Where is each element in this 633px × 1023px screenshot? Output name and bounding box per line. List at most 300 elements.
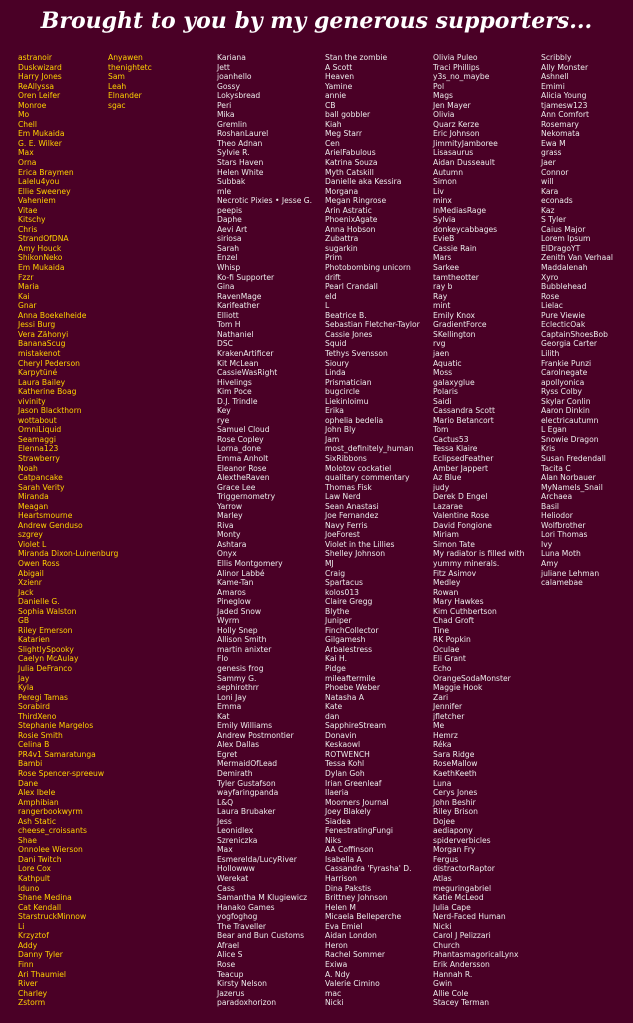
supporter-name: Yarrow xyxy=(217,501,243,511)
supporter-name: Beatrice B. xyxy=(325,310,367,320)
supporter-name: cheese_croissants xyxy=(18,826,87,836)
supporter-name: OrangeSodaMonster xyxy=(433,673,511,683)
supporter-name: calamebae xyxy=(541,578,583,588)
supporter-name: Danielle G. xyxy=(18,597,60,607)
supporter-name: sephirothrr xyxy=(217,683,259,693)
supporter-name: astranoir xyxy=(18,53,53,62)
supporter-name: Brittney Johnson xyxy=(325,893,388,903)
supporter-name: Eric Johnson xyxy=(433,129,480,139)
supporter-name: Sarah Verity xyxy=(18,482,65,492)
supporter-name: Elnander xyxy=(108,91,142,101)
supporter-name: Micaela Belleperche xyxy=(325,912,402,922)
supporter-name: econads xyxy=(541,196,573,206)
supporter-name: Wolfbrother xyxy=(541,520,586,530)
supporter-name: StarstruckMinnow xyxy=(18,912,87,922)
supporter-name: drift xyxy=(325,272,341,282)
supporter-name: Jazerus xyxy=(217,988,245,998)
supporter-name: ElDragoYT xyxy=(541,243,581,253)
supporter-name: Demirath xyxy=(217,769,253,779)
supporter-name: EclipsedFeather xyxy=(433,453,494,463)
supporter-name: RoshanLaurel xyxy=(217,129,269,139)
supporter-name: Dojee xyxy=(433,816,455,826)
supporter-name: Arin Astratic xyxy=(325,205,372,215)
supporter-name: Echo xyxy=(433,664,452,673)
supporter-name: Kai xyxy=(18,291,30,301)
supporter-name: Atlas xyxy=(433,874,452,884)
supporter-name: jfletcher xyxy=(433,711,465,721)
supporter-name: L Egan xyxy=(541,425,567,435)
supporter-name: Katherine Boag xyxy=(18,387,77,397)
supporter-name: Maria xyxy=(18,282,40,292)
supporter-name: Vera Zähonyi xyxy=(18,329,69,339)
supporter-name: Kyla xyxy=(18,683,34,693)
supporter-name: sgac xyxy=(108,100,126,110)
supporter-name: Heron xyxy=(325,940,348,950)
supporter-name: Simon Tate xyxy=(433,539,475,549)
supporter-name: Dane xyxy=(18,778,38,788)
supporter-name: Rachel Sommer xyxy=(325,950,386,960)
supporter-name: Az Blue xyxy=(433,473,462,483)
supporter-name: Flo xyxy=(217,654,229,664)
supporter-name: JimmityJamboree xyxy=(433,138,498,148)
supporter-name: Rosemary xyxy=(541,119,579,129)
supporter-name: GradientForce xyxy=(433,320,487,330)
supporter-name: L&Q xyxy=(217,797,234,807)
supporter-name: Xyro xyxy=(541,272,559,282)
supporter-name: Craig xyxy=(325,568,346,578)
supporter-name: KrakenArtificer xyxy=(217,348,274,358)
supporter-name: Meagan xyxy=(18,501,49,511)
supporter-name: JoeForest xyxy=(325,530,360,540)
supporter-name: Jaded Snow xyxy=(217,606,262,616)
supporter-name: Aevi Art xyxy=(217,224,248,234)
supporter-name: PR4v1 Samaratunga xyxy=(18,749,96,759)
supporter-name: Kame-Tan xyxy=(217,578,254,588)
supporter-name: Sarkee xyxy=(433,263,460,273)
supporter-name: Molotov cockatiel xyxy=(325,463,392,473)
supporter-name: Nerd-Faced Human xyxy=(433,912,506,922)
supporter-name: Amber Jappert xyxy=(433,463,488,473)
supporter-name: Ryss Colby xyxy=(541,387,583,397)
supporter-name: Maggie Hook xyxy=(433,683,483,693)
supporter-name: Harry Jones xyxy=(18,72,62,82)
supporter-name: Vitae xyxy=(18,205,38,215)
supporter-name: Kate xyxy=(325,702,343,712)
supporter-column-2 xyxy=(108,53,152,110)
supporter-name: donkeycabbages xyxy=(433,224,498,234)
supporter-name: Heliodor xyxy=(541,511,573,521)
supporter-name: Theo Adnan xyxy=(217,138,263,148)
supporter-name: Aquatic xyxy=(433,358,462,368)
supporter-name: Iduno xyxy=(18,883,40,893)
supporter-name: Arbalestress xyxy=(325,644,373,654)
supporter-name: Ray xyxy=(433,291,448,301)
supporter-name: ophelia bedelia xyxy=(325,415,384,425)
supporter-name: Sylvie R. xyxy=(217,148,250,158)
supporter-column-3 xyxy=(217,53,312,1008)
supporter-name: Andrew Genduso xyxy=(18,520,83,530)
supporter-name: Morgana xyxy=(325,186,359,196)
supporter-name: Aidan Dusseault xyxy=(433,158,495,168)
supporter-name: Riley Emerson xyxy=(18,625,73,635)
supporter-name: Basil xyxy=(541,501,560,511)
supporter-name: Peri xyxy=(217,100,232,110)
supporter-name: juliane Lehman xyxy=(541,568,600,578)
supporter-name: siriosa xyxy=(217,234,242,244)
supporter-name: Alicia Young xyxy=(541,91,587,101)
supporter-name: AA Coffinson xyxy=(325,845,374,855)
supporter-name: distractorRaptor xyxy=(433,864,495,874)
supporter-name: Elenna123 xyxy=(18,444,59,454)
supporter-name: Pearl Crandall xyxy=(325,282,378,292)
supporter-name: Eli Grant xyxy=(433,654,466,664)
supporter-name: Pidge xyxy=(325,664,346,673)
supporter-name: Laura Bailey xyxy=(18,377,66,387)
supporter-name: Cassandra Scott xyxy=(433,406,495,416)
supporter-name: Enzel xyxy=(217,253,238,263)
supporter-name: StrandOfDNA xyxy=(18,234,69,244)
supporter-name: Whisp xyxy=(217,263,241,273)
supporter-column-5 xyxy=(433,53,524,1008)
supporter-name: vivinity xyxy=(18,396,46,406)
supporter-name: Scribbly xyxy=(541,53,572,62)
supporter-name: Kaz xyxy=(541,205,555,215)
supporter-name: Liv xyxy=(433,186,444,196)
supporter-name: Rose xyxy=(217,959,236,969)
supporter-name: Moomers Journal xyxy=(325,797,389,807)
supporter-name: Violet L xyxy=(18,539,47,549)
supporter-name: Gwin xyxy=(433,979,453,989)
supporter-name: Ally Monster xyxy=(541,62,589,72)
supporter-name: Riva xyxy=(217,520,234,530)
supporter-name: Onyx xyxy=(217,549,237,559)
supporter-name: Hivelings xyxy=(217,377,252,387)
supporter-name: Kim Poce xyxy=(217,387,252,397)
supporter-name: My radiator is filled with xyxy=(433,549,525,559)
supporter-name: y3s_no_maybe xyxy=(433,72,490,82)
supporter-name: Stars Haven xyxy=(217,158,264,168)
supporter-name: Karifeather xyxy=(217,301,260,311)
supporter-name: Shelley Johnson xyxy=(325,549,386,559)
supporter-name: Ellis Montgomery xyxy=(217,558,283,568)
supporter-name: Anna Hobson xyxy=(325,224,376,234)
supporter-name: Tyler Gustafson xyxy=(217,778,276,788)
supporter-name: Julia DeFranco xyxy=(18,664,73,673)
supporter-name: Bear and Bun Customs xyxy=(217,931,305,941)
supporter-name: Hanako Games xyxy=(217,902,275,912)
supporter-name: Lisasaurus xyxy=(433,148,474,158)
supporter-name: Olivia Puleo xyxy=(433,53,478,62)
supporter-name: Hollowww xyxy=(217,864,255,874)
supporter-name: Mary Hawkes xyxy=(433,597,484,607)
supporter-name: Katarien xyxy=(18,635,50,645)
supporter-name: Yamine xyxy=(325,81,353,91)
supporter-name: Gilgamesh xyxy=(325,635,366,645)
supporter-name: Oculae xyxy=(433,644,460,654)
supporter-name: Jason Blackthorn xyxy=(18,406,82,416)
supporter-name: kolos013 xyxy=(325,587,359,597)
supporter-name: Law Nerd xyxy=(325,492,361,502)
supporter-name: Kathpult xyxy=(18,874,51,884)
supporter-name: L xyxy=(325,301,330,311)
supporter-name: Thomas Fisk xyxy=(325,482,372,492)
supporter-name: wottabout xyxy=(18,415,57,425)
supporter-name: Quarz Kerze xyxy=(433,119,480,129)
supporter-name: Aidan London xyxy=(325,931,377,941)
supporter-name: most_definitely_human xyxy=(325,444,414,454)
supporter-name: Ann Comfort xyxy=(541,110,589,120)
supporter-name: Duskwizard xyxy=(18,62,62,72)
supporter-name: SapphireStream xyxy=(325,721,387,731)
supporter-name: Harrison xyxy=(325,874,357,884)
supporter-name: Alan Norbauer xyxy=(541,473,596,483)
supporter-name: Kariana xyxy=(217,53,246,62)
supporter-name: Violet in the Lillies xyxy=(325,539,395,549)
supporter-name: Samuel Cloud xyxy=(217,425,270,435)
supporter-name: Lorem Ipsum xyxy=(541,234,591,244)
supporter-name: Pineglow xyxy=(217,597,251,607)
supporter-name: Miriam xyxy=(433,530,459,540)
supporter-name: Church xyxy=(433,940,460,950)
supporter-name: Alinor Labbé xyxy=(217,568,265,578)
supporter-name: Carol J Pelizzari xyxy=(433,931,491,941)
supporter-name: InMediasRage xyxy=(433,205,487,215)
supporter-name: peepis xyxy=(217,205,243,215)
supporter-name: Kat xyxy=(217,711,230,721)
supporter-name: Onnolee Wierson xyxy=(18,845,83,855)
supporter-name: Chell xyxy=(18,119,38,129)
supporter-name: Zubattra xyxy=(325,234,359,244)
supporter-name: Connor xyxy=(541,167,569,177)
supporter-name: mac xyxy=(325,988,342,998)
supporter-name: Photobombing unicorn xyxy=(325,263,411,273)
supporter-name: Emimi xyxy=(541,81,565,91)
supporter-name: galaxyglue xyxy=(433,377,475,387)
supporter-name: MermaidOfLead xyxy=(217,759,278,769)
supporter-name: Tethys Svensson xyxy=(325,348,388,358)
supporter-name: Ewa M xyxy=(541,138,566,148)
supporter-name: qualitary commentary xyxy=(325,473,410,483)
supporter-name: Ko-fi Supporter xyxy=(217,272,275,282)
supporter-name: Mario Betancort xyxy=(433,415,494,425)
supporter-name: Kim Cuthbertson xyxy=(433,606,497,616)
supporter-name: Gossy xyxy=(217,81,240,91)
supporter-name: Cass xyxy=(217,883,235,893)
supporter-name: Tine xyxy=(433,625,449,635)
supporter-name: Finn xyxy=(18,959,34,969)
supporter-name: Jennifer xyxy=(433,702,463,712)
supporter-name: Bambi xyxy=(18,759,43,769)
supporter-name: Em Mukaida xyxy=(18,129,65,139)
supporter-name: meguringabriel xyxy=(433,883,492,893)
supporter-name: Phoebe Weber xyxy=(325,683,380,693)
supporter-name: A Scott xyxy=(325,62,353,72)
supporter-name: John Bly xyxy=(325,425,356,435)
supporter-name: Jessi Burg xyxy=(18,320,56,330)
supporter-name: MyNamels_Snail xyxy=(541,482,603,492)
supporter-name: Linda xyxy=(325,368,346,378)
supporter-name: ArielFabulous xyxy=(325,148,376,158)
supporter-name: mint xyxy=(433,301,451,311)
supporter-name: Grace Lee xyxy=(217,482,256,492)
supporter-name: will xyxy=(541,177,554,187)
supporter-name: Cerys Jones xyxy=(433,788,478,798)
supporter-name: Natasha A xyxy=(325,692,364,702)
supporter-name: Gnar xyxy=(18,301,37,311)
supporter-name: PhantasmagoricalLynx xyxy=(433,950,519,960)
supporter-name: wayfaringpanda xyxy=(217,788,279,798)
supporter-name: Aaron Dinkin xyxy=(541,406,590,416)
supporter-name: Andrew Postmontier xyxy=(217,730,294,740)
supporter-name: Tessa Kohl xyxy=(325,759,365,769)
supporter-name: Danny Tyler xyxy=(18,950,63,960)
supporter-name: Szreniczka xyxy=(217,835,258,845)
supporter-name: Sorabird xyxy=(18,702,50,712)
supporter-name: tamtheotter xyxy=(433,272,479,282)
supporter-name: CassieWasRight xyxy=(217,368,278,378)
supporter-name: Jam xyxy=(325,434,340,444)
supporter-name: Mika xyxy=(217,110,235,120)
supporter-name: ReAllyssa xyxy=(18,81,55,91)
supporter-name: Cheryl Pederson xyxy=(18,358,80,368)
supporter-name: Egret xyxy=(217,749,238,759)
supporter-name: Amaros xyxy=(217,587,246,597)
supporter-name: Karpytüné xyxy=(18,368,58,378)
supporter-name: DSC xyxy=(217,339,233,349)
supporter-name: sugarkin xyxy=(325,243,358,253)
supporter-name: KaethKeeth xyxy=(433,769,477,779)
supporter-name: Luna Moth xyxy=(541,549,581,559)
supporter-name: Stan the zombie xyxy=(325,53,388,62)
supporter-name: RK Popkin xyxy=(433,635,471,645)
supporter-name: OmniLiquid xyxy=(18,425,62,435)
supporter-name: aediapony xyxy=(433,826,473,836)
supporter-name: spiderverbicles xyxy=(433,835,491,845)
supporter-name: The Traveller xyxy=(217,921,267,931)
supporter-name: Lalelu4you xyxy=(18,177,60,187)
supporter-name: Moss xyxy=(433,368,453,378)
supporter-name: Erik Andersson xyxy=(433,959,490,969)
supporter-name: Emma xyxy=(217,702,242,712)
supporter-name: Samantha M Klugiewicz xyxy=(217,893,308,903)
supporter-name: eld xyxy=(325,291,337,301)
supporter-name: grass xyxy=(541,148,562,158)
supporter-name: Alex Dallas xyxy=(217,740,260,750)
supporter-name: Siadea xyxy=(325,816,351,826)
supporter-name: ROTWENCH xyxy=(325,749,370,759)
supporter-name: Krzyztof xyxy=(18,931,49,941)
supporter-name: Subbak xyxy=(217,177,246,187)
supporter-name: mle xyxy=(217,186,232,196)
supporter-name: Marley xyxy=(217,511,243,521)
supporter-name: Dylan Goh xyxy=(325,769,365,779)
supporter-name: Addy xyxy=(18,940,38,950)
supporter-name: Ellie Sweeney xyxy=(18,186,71,196)
supporter-name: Abigail xyxy=(18,568,44,578)
supporter-name: Kirsty Nelson xyxy=(217,979,267,989)
supporter-name: Myth Catskill xyxy=(325,167,374,177)
supporter-name: Seamaggi xyxy=(18,434,56,444)
supporter-name: Simon xyxy=(433,177,457,187)
supporter-name: Jaer xyxy=(541,158,556,168)
supporter-name: Necrotic Pixies • Jesse G. xyxy=(217,196,313,206)
supporter-name: Lielac xyxy=(541,301,563,311)
supporter-name: Zari xyxy=(433,692,449,702)
supporter-name: Joey Blakely xyxy=(325,807,371,817)
supporter-name: Prim xyxy=(325,253,343,263)
supporter-name: rye xyxy=(217,415,230,425)
supporter-name: Cassie Jones xyxy=(325,329,373,339)
supporter-name: Cat Kendall xyxy=(18,902,62,912)
supporter-name: Chris xyxy=(18,224,38,234)
supporter-name: Nathaniel xyxy=(217,329,254,339)
supporter-name: Vaheniem xyxy=(18,196,56,206)
supporter-name: Rose xyxy=(541,291,560,301)
supporter-name: Helen White xyxy=(217,167,264,177)
supporter-name: Kit McLean xyxy=(217,358,259,368)
supporter-name: Helen M xyxy=(325,902,356,912)
supporter-name: Tacita C xyxy=(541,463,571,473)
supporter-name: Susan Fredendall xyxy=(541,453,606,463)
supporter-name: Daphe xyxy=(217,215,242,225)
supporter-name: Oren Leifer xyxy=(18,91,61,101)
supporter-name: Jack xyxy=(18,587,34,597)
supporter-name: Me xyxy=(433,721,445,731)
supporter-name: Lazarae xyxy=(433,501,463,511)
supporter-name: Katie McLeod xyxy=(433,893,484,903)
supporter-name: Gremlin xyxy=(217,119,247,129)
supporter-name: Laura Brubaker xyxy=(217,807,276,817)
supporter-name: Polaris xyxy=(433,387,458,397)
supporter-name: Leah xyxy=(108,81,127,91)
supporter-name: Emma Anholt xyxy=(217,453,269,463)
supporter-name: Rose Spencer-spreeuw xyxy=(18,769,105,779)
supporter-name: Miranda xyxy=(18,492,49,502)
supporter-name: Meg Starr xyxy=(325,129,363,139)
supporter-name: Cassie Rain xyxy=(433,243,477,253)
supporter-name: Dani Twitch xyxy=(18,854,62,864)
supporter-name: Amy xyxy=(541,558,559,568)
supporter-name: Wyrm xyxy=(217,616,240,626)
supporter-name: Sioury xyxy=(325,358,350,368)
supporter-name: Morgan Fry xyxy=(433,845,476,855)
supporter-name: Tessa Klaire xyxy=(433,444,478,454)
supporter-name: D.J. Trindle xyxy=(217,396,258,406)
supporter-name: Kai H. xyxy=(325,654,348,664)
supporter-name: apollyonica xyxy=(541,377,585,387)
supporter-name: AlextheRaven xyxy=(217,473,270,483)
supporter-name: Julia Cape xyxy=(433,902,471,912)
supporter-name: Celina B xyxy=(18,740,50,750)
supporter-name: dan xyxy=(325,711,340,721)
supporter-name: Jett xyxy=(217,62,230,72)
supporter-name: A. Ndy xyxy=(325,969,350,979)
supporter-name: Luna xyxy=(433,778,452,788)
supporter-name: mistakenot xyxy=(18,348,61,358)
supporter-name: Traci Phillips xyxy=(433,62,480,72)
supporter-name: yummy minerals. xyxy=(433,558,500,568)
supporter-name: rangerbookwyrm xyxy=(18,807,83,817)
supporter-name: Navy Ferris xyxy=(325,520,368,530)
supporter-name: Lilith xyxy=(541,348,560,358)
supporter-column-6 xyxy=(541,53,613,588)
supporter-name: Nekomata xyxy=(541,129,580,139)
supporter-name: EvieB xyxy=(433,234,455,244)
supporter-name: Georgia Carter xyxy=(541,339,598,349)
supporter-name: Keskaowl xyxy=(325,740,361,750)
supporter-name: Juniper xyxy=(325,616,352,626)
supporter-name: Heaven xyxy=(325,72,355,82)
